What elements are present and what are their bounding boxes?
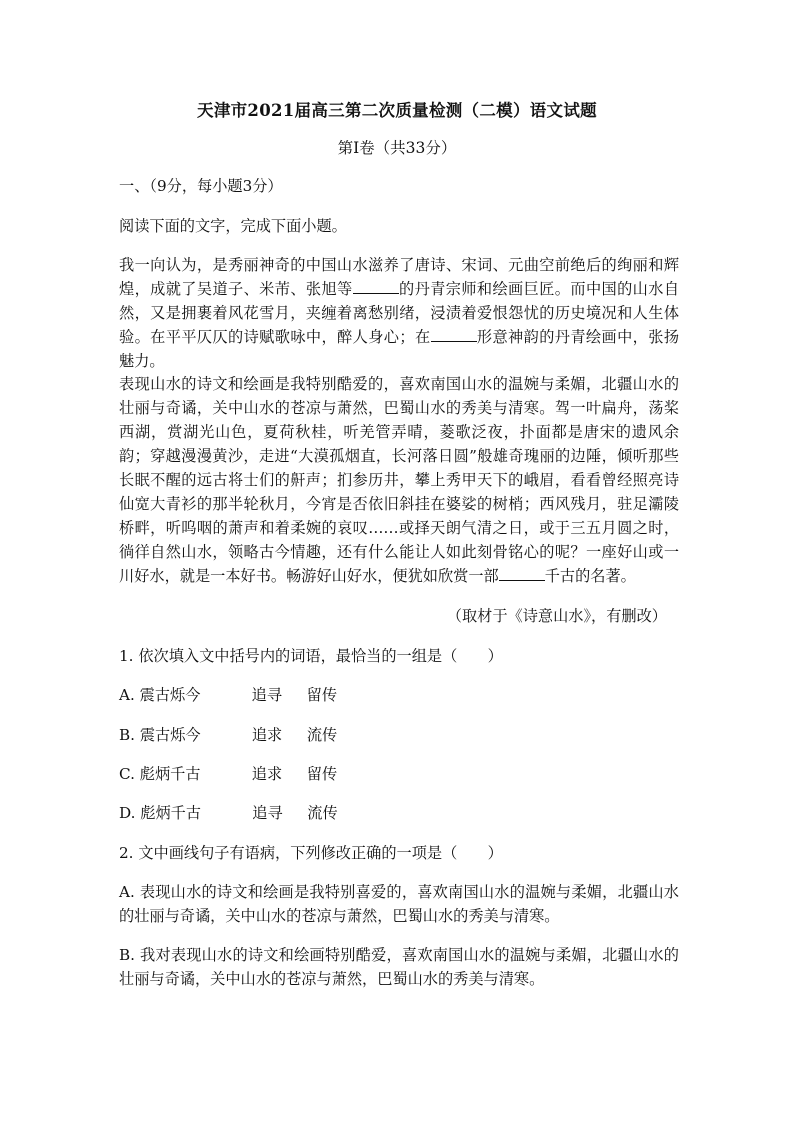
question-1-stem: 1. 依次填入文中括号内的词语，最恰当的一组是（ ）: [119, 647, 503, 665]
exam-subtitle: 第Ⅰ卷（共33分）: [337, 139, 457, 157]
question-1-option-b: B. 震古烁今 追求 流传: [119, 726, 338, 744]
question-1-option-d: D. 彪炳千古 追寻 流传: [119, 804, 338, 822]
question-1-option-c: C. 彪炳千古 追求 留传: [119, 765, 338, 783]
question-2-option-b: B. 我对表现山水的诗文和绘画特别酷爱，喜欢南国山水的温婉与柔媚，北疆山水的壮丽与奇谲，关中山水的苍凉与萧然，巴蜀山水的秀美与清寒。: [119, 946, 679, 988]
section-heading: 一、（9分，每小题3分）: [119, 177, 283, 195]
passage2-part2: 千古的名著。: [544, 567, 636, 585]
passage-paragraph-1: [119, 253, 679, 373]
question-2-stem: 2. 文中画线句子有语病，下列修改正确的一项是（ ）: [119, 844, 503, 862]
passage1-part1: 我一向认为，是秀丽神奇的中国山水滋养了唐诗、宋词、元曲空前绝后的绚丽和辉煌，成就了吴道子、米芾、张旭等: [119, 256, 679, 298]
passage-paragraph-2: [119, 372, 679, 588]
fill-blank-2: [431, 326, 477, 342]
fill-blank-1: [353, 278, 399, 294]
instruction-text: 阅读下面的文字，完成下面小题。: [119, 217, 347, 235]
passage1-part2: 的丹青宗师和绘画巨匠。而中国的山水自然，又是拥裹着风花雪月，夹缠着离愁别绪，浸渍着爱恨怨忧的历史境况和人生体验。在平平仄仄的诗赋歌咏中，醉人身心；在: [119, 280, 680, 346]
exam-title: 天津市2021届高三第二次质量检测（二模）语文试题: [197, 101, 597, 120]
source-citation: （取材于《诗意山水》，有删改）: [446, 607, 667, 625]
passage2-part1: 表现山水的诗文和绘画是我特别酷爱的，喜欢南国山水的温婉与柔媚，北疆山水的壮丽与奇谲，关中山水的苍凉与萧然，巴蜀山水的秀美与清寒。驾一叶扁舟，荡桨西湖，赏湖光山色，夏荷秋桂，听羌管弄晴，菱歌泛夜，扑面都是唐宋的遗风余韵；穿越漫漫黄沙，走进“大漠孤烟直，长河落日圆”般雄奇瑰丽的边陲，倾听那些长眠不醒的远古将士们的鼾声；扪参历井，攀上秀甲天下的峨眉，看看曾经照亮诗仙宽大青衫的那半轮秋月，今宵是否依旧斜挂在婆娑的树梢；西风残月，驻足灞陵桥畔，听呜咽的萧声和着柔婉的哀叹……或择天朗气清之日，或于三五月圆之时，徜徉自然山水，领略古今情趣，还有什么能让人如此刻骨铭心的呢？一座好山或一川好水，就是一本好书。畅游好山好水，便犹如欣赏一部: [119, 375, 679, 585]
fill-blank-3: [499, 565, 545, 581]
question-2-option-a: A. 表现山水的诗文和绘画是我特别喜爱的，喜欢南国山水的温婉与柔媚，北疆山水的壮丽与奇谲，关中山水的苍凉与萧然，巴蜀山水的秀美与清寒。: [119, 883, 679, 925]
question-1-option-a: A. 震古烁今 追寻 留传: [119, 686, 337, 704]
passage1-part3: 形意神韵的丹青绘画中，张扬魅力。: [119, 328, 680, 370]
